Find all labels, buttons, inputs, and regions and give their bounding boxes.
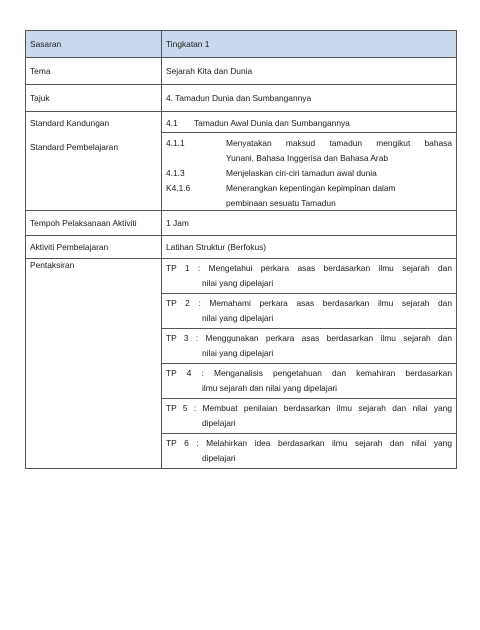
- tp-text-line2: nilai yang dipelajari: [202, 278, 274, 288]
- tema-label: Tema: [25, 58, 161, 84]
- sp-item: [162, 181, 456, 196]
- pentaksiran-label: Pentaksiran: [25, 259, 161, 468]
- tempoh-row: [25, 211, 457, 236]
- aktiviti-label: Aktiviti Pembelajaran: [25, 236, 161, 258]
- pentaksiran-row: [25, 259, 457, 469]
- standard-kandungan-label: Standard Kandungan: [30, 118, 110, 128]
- pentaksiran-list: [161, 259, 457, 468]
- tp-text-line2: dipelajari: [202, 418, 236, 428]
- sasaran-label: Sasaran: [25, 31, 161, 57]
- standard-values: [161, 112, 457, 210]
- sp-text-line2: Yunani, Bahasa Inggerisa dan Bahasa Arab: [226, 153, 389, 163]
- standard-pembelajaran-label: Standard Pembelajaran: [30, 142, 118, 152]
- standard-labels: [25, 112, 161, 210]
- tempoh-label: Tempoh Pelaksanaan Aktiviti: [25, 211, 161, 235]
- tema-row: [25, 58, 457, 85]
- tp-item: [162, 434, 456, 468]
- sasaran-value: Tingkatan 1: [161, 31, 457, 57]
- tp-text: TP 5 : Membuat penilaian berdasarkan ilmu sejarah dan nilai yang: [166, 403, 452, 413]
- tp-text-line2: dipelajari: [202, 453, 236, 463]
- aktiviti-row: [25, 236, 457, 259]
- tp-text: TP 1 : Mengetahui perkara asas berdasarkan ilmu sejarah dan: [166, 263, 452, 273]
- tajuk-row: [25, 85, 457, 112]
- tp-text: TP 6 : Melahirkan idea berdasarkan ilmu sejarah dan nilai yang: [166, 438, 452, 448]
- tajuk-value: 4. Tamadun Dunia dan Sumbangannya: [161, 85, 457, 111]
- sk-text: Tamadun Awal Dunia dan Sumbangannya: [194, 118, 350, 128]
- tp-text: TP 2 : Memahami perkara asas berdasarkan ilmu sejarah dan: [166, 298, 452, 308]
- tempoh-value: 1 Jam: [161, 211, 457, 235]
- tp-text-line2: ilmu sejarah dan nilai yang dipelajari: [202, 383, 338, 393]
- tp-text: TP 3 : Menggunakan perkara asas berdasarkan ilmu sejarah dan: [166, 333, 452, 343]
- standard-pembelajaran-list: [162, 132, 456, 211]
- sp-item: [162, 166, 456, 181]
- tp-item: [162, 364, 456, 399]
- sp-code: 4.1.1: [166, 138, 185, 148]
- tp-item: [162, 259, 456, 294]
- tp-item: [162, 329, 456, 364]
- standard-kandungan-value: [166, 118, 350, 128]
- lesson-plan-table: [25, 30, 457, 469]
- sp-text: Menjelaskan ciri-ciri tamadun awal dunia: [226, 168, 377, 178]
- sp-code: K4.1.6: [166, 183, 191, 193]
- tp-text-line2: nilai yang dipelajari: [202, 313, 274, 323]
- sp-text: Menerangkan kepentingan kepimpinan dalam: [226, 183, 396, 193]
- sp-text: Menyatakan maksud tamadun mengikut bahasa: [226, 138, 452, 148]
- header-row: [25, 30, 457, 58]
- tema-value: Sejarah Kita dan Dunia: [161, 58, 457, 84]
- tp-item: [162, 294, 456, 329]
- sp-item-continuation: [162, 196, 456, 211]
- tp-text-line2: nilai yang dipelajari: [202, 348, 274, 358]
- aktiviti-value: Latihan Struktur (Berfokus): [161, 236, 457, 258]
- tajuk-label: Tajuk: [25, 85, 161, 111]
- sp-item-continuation: [162, 151, 456, 166]
- sp-text-line2: pembinaan sesuatu Tamadun: [226, 198, 336, 208]
- sp-item: [162, 136, 456, 151]
- sk-code: 4.1: [166, 118, 178, 128]
- standard-row: [25, 112, 457, 211]
- tp-text: TP 4 : Menganalisis pengetahuan dan kemahiran berdasarkan: [166, 368, 452, 378]
- sp-code: 4.1.3: [166, 168, 185, 178]
- tp-item: [162, 399, 456, 434]
